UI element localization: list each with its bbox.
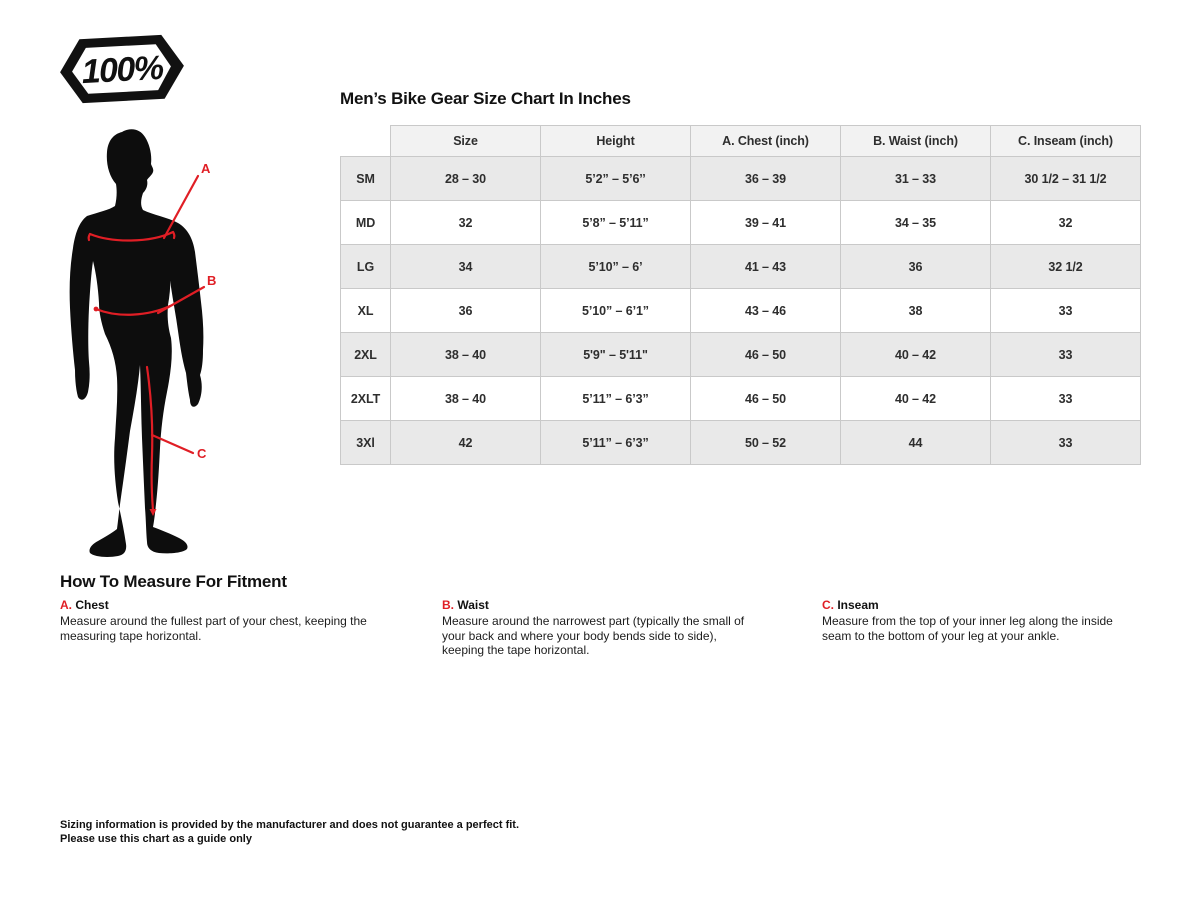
cell-chest: 41 – 43 [691,245,841,289]
table-row [341,157,1141,201]
cell-chest: 43 – 46 [691,289,841,333]
table-row [341,333,1141,377]
cell-inseam: 33 [991,333,1141,377]
measure-section-heading: How To Measure For Fitment [60,572,287,591]
measure-item-inseam [822,598,1144,643]
cell-size: 42 [391,421,541,465]
cell-size: 32 [391,201,541,245]
measure-name-inseam: Inseam [837,598,879,612]
cell-size: 38 – 40 [391,333,541,377]
measure-letter-c: C. [822,598,834,612]
waist-line-end-dot [94,307,99,312]
size-chart-title: Men’s Bike Gear Size Chart In Inches [340,89,631,108]
measure-letter-b: B. [442,598,454,612]
cell-waist: 40 – 42 [841,377,991,421]
cell-height: 5’11” – 6’3” [541,421,691,465]
row-label: LG [341,245,391,289]
brand-logo [56,26,188,112]
row-label: 3Xl [341,421,391,465]
table-row [341,289,1141,333]
measure-item-waist [442,598,746,658]
row-label: SM [341,157,391,201]
measure-item-title [60,598,412,612]
cell-waist: 36 [841,245,991,289]
column-header-chest: A. Chest (inch) [691,126,841,157]
cell-inseam: 33 [991,421,1141,465]
table-row [341,377,1141,421]
cell-waist: 40 – 42 [841,333,991,377]
cell-inseam: 32 [991,201,1141,245]
disclaimer-line-2: Please use this chart as a guide only [60,833,252,845]
size-chart-table [340,125,1141,465]
column-header-inseam: C. Inseam (inch) [991,126,1141,157]
column-header-height: Height [541,126,691,157]
cell-inseam: 33 [991,289,1141,333]
cell-chest: 46 – 50 [691,377,841,421]
table-row [341,421,1141,465]
cell-height: 5’10” – 6’ [541,245,691,289]
body-silhouette-icon [60,110,310,560]
label-a: A [201,161,211,176]
cell-height: 5’8” – 5’11” [541,201,691,245]
cell-waist: 34 – 35 [841,201,991,245]
measurement-figure [60,110,310,560]
cell-waist: 31 – 33 [841,157,991,201]
cell-waist: 44 [841,421,991,465]
label-c: C [197,446,207,461]
measure-item-title [442,598,746,612]
row-label: 2XL [341,333,391,377]
cell-size: 38 – 40 [391,377,541,421]
row-label: XL [341,289,391,333]
sizing-disclaimer [60,818,519,846]
measure-text-waist: Measure around the narrowest part (typically the small of your back and where your body bends side to side), keeping the tape horizontal. [442,614,745,657]
measure-item-chest [60,598,412,643]
column-header-waist: B. Waist (inch) [841,126,991,157]
table-corner-cell [341,126,391,157]
cell-size: 28 – 30 [391,157,541,201]
cell-waist: 38 [841,289,991,333]
column-header-size: Size [391,126,541,157]
disclaimer-line-1: Sizing information is provided by the manufacturer and does not guarantee a perfect fit. [60,819,520,831]
table-row [341,245,1141,289]
measure-text-inseam: Measure from the top of your inner leg along the inside seam to the bottom of your leg at your ankle. [822,614,1113,643]
cell-inseam: 32 1/2 [991,245,1141,289]
cell-inseam: 30 1/2 – 31 1/2 [991,157,1141,201]
cell-size: 36 [391,289,541,333]
measure-name-waist: Waist [457,598,489,612]
cell-chest: 46 – 50 [691,333,841,377]
cell-chest: 36 – 39 [691,157,841,201]
measure-letter-a: A. [60,598,72,612]
cell-size: 34 [391,245,541,289]
logo-text: 100% [80,48,164,92]
cell-inseam: 33 [991,377,1141,421]
row-label: MD [341,201,391,245]
table-header-row [341,126,1141,157]
cell-chest: 50 – 52 [691,421,841,465]
row-label: 2XLT [341,377,391,421]
table-row [341,201,1141,245]
cell-height: 5’10” – 6’1” [541,289,691,333]
logo-hexagon-icon [56,26,188,112]
cell-height: 5’2” – 5’6’’ [541,157,691,201]
cell-height: 5’11” – 6’3” [541,377,691,421]
cell-chest: 39 – 41 [691,201,841,245]
measure-text-chest: Measure around the fullest part of your chest, keeping the measuring tape horizontal. [60,614,367,643]
measure-item-title [822,598,1144,612]
label-b: B [207,273,217,288]
measure-name-chest: Chest [75,598,109,612]
cell-height: 5'9" – 5'11" [541,333,691,377]
